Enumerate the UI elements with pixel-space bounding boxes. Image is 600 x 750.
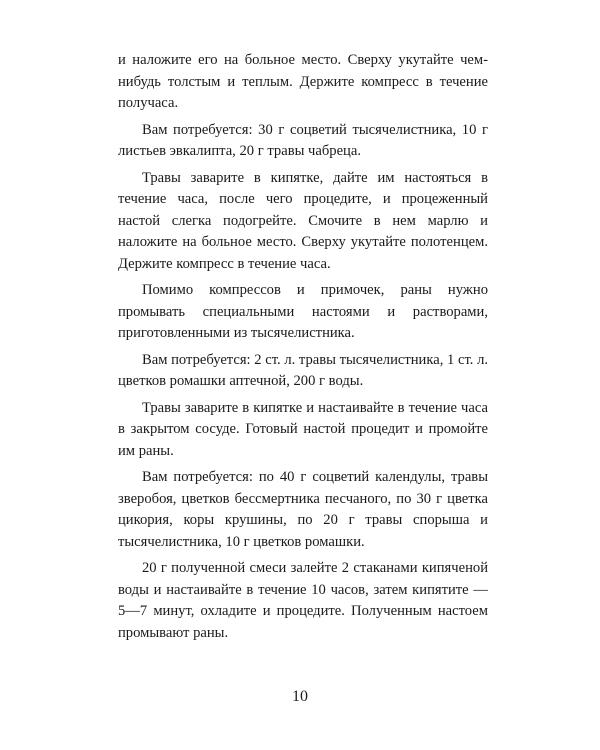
paragraph-instructions-2: Травы заварите в кипятке и настаивайте в течение часа в закрытом сосуде. Готовый настой процедит и промойте им раны. (118, 399, 488, 459)
page-number: 10 (292, 688, 308, 705)
body-text (118, 50, 488, 649)
paragraph-ingredients-2: Вам потребуется: 2 ст. л. травы тысячелистника, 1 ст. л. цветков ромашки аптечной, 200 г воды. (118, 351, 488, 389)
paragraph-continuation: и наложите его на больное место. Сверху укутайте чем-нибудь толстым и теплым. Держите компресс в течение получаса. (118, 52, 488, 111)
paragraph-instructions-3: 20 г полученной смеси залейте 2 стаканами кипяченой воды и настаивайте в течение 10 часов, затем кипятите — 5—7 минут, охладите и процедите. Полученным настоем промывают раны. (118, 560, 488, 641)
paragraph-instructions-1: Травы заварите в кипятке, дайте им настояться в течение часа, после чего процедите, и процеженный настой слегка подогрейте. Смочите в нем марлю и наложите на больное место. Сверху укутайте полотенцем. Держите компресс в течение часа. (118, 169, 488, 272)
paragraph-ingredients-3: Вам потребуется: по 40 г соцветий календулы, травы зверобоя, цветков бессмертника песчаного, по 30 г цветка цикория, коры крушины, по 20 г травы спорыша и тысячелистника, 10 г цветков ромашки. (118, 469, 488, 550)
paragraph-rinsing-intro: Помимо компрессов и примочек, раны нужно промывать специальными настоями и растворами, приготовленными из тысячелистника. (118, 282, 488, 341)
paragraph-ingredients-1: Вам потребуется: 30 г соцветий тысячелистника, 10 г листьев эвкалипта, 20 г травы чабреца. (118, 121, 488, 159)
